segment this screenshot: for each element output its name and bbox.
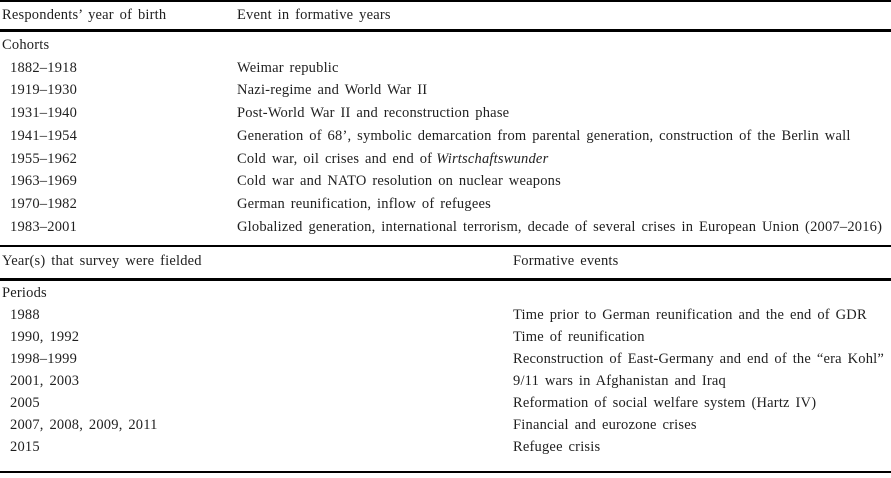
cell-event: Generation of 68’, symbolic demarcation from parental generation, construction of the Berlin wall [237,127,851,144]
table-row [0,148,891,171]
cell-event: Reconstruction of East-Germany and end of the “era Kohl” [513,351,885,368]
cell-event: Weimar republic [237,59,339,76]
table-row [0,371,891,393]
table-row [0,125,891,148]
section1-col1-header: Respondents’ year of birth [2,7,167,23]
cell-years: 1998–1999 [10,351,78,368]
cell-event [237,151,891,168]
section2-group-label: Periods [2,285,47,302]
section2-col1-header: Year(s) that survey were fielded [2,253,202,269]
cell-event: Time of reunification [513,329,645,346]
cell-event: 9/11 wars in Afghanistan and Iraq [513,373,726,389]
section1-header-row [0,7,891,24]
section1-group-label: Cohorts [2,36,50,53]
table-row [0,80,891,103]
cell-event: Time prior to German reunification and the end of GDR [513,307,867,324]
cell-event: Globalized generation, international terrorism, decade of several crises in European Union (2007–2016) [237,218,883,235]
cell-years: 1990, 1992 [10,329,80,346]
section2-header-rule [0,278,891,281]
section2-header-row [0,253,891,270]
table-row [0,102,891,125]
cell-years: 1919–1930 [10,82,78,99]
section2-body [0,283,891,458]
table-row [0,349,891,371]
cell-years: 1941–1954 [10,127,78,144]
cell-event: Nazi-regime and World War II [237,82,428,99]
cell-event-text: Cold war, oil crises and end of [237,150,433,167]
cell-event: German reunification, inflow of refugees [237,196,491,213]
cell-years: 1963–1969 [10,173,78,190]
cell-years: 2005 [10,394,40,411]
cell-years: 1970–1982 [10,196,78,213]
section-divider-rule [0,245,891,247]
cell-years: 1988 [10,307,40,324]
cell-event: Cold war and NATO resolution on nuclear weapons [237,173,561,190]
cell-event: Reformation of social welfare system (Hartz IV) [513,394,817,411]
table-row [0,193,891,216]
cell-event: Financial and eurozone crises [513,416,697,433]
table-row [0,216,891,239]
cell-event-italic-term: Wirtschaftswunder [436,150,549,167]
table-row [0,436,891,458]
table-bottom-rule [0,471,891,473]
cell-years: 1955–1962 [10,150,78,167]
cell-years: 2001, 2003 [10,373,80,389]
cell-years: 1882–1918 [10,59,78,76]
cell-years: 2015 [10,438,40,455]
section1-col2-header: Event in formative years [237,7,391,23]
table-row [0,171,891,194]
table-row [0,414,891,436]
section1-header-rule [0,29,891,32]
table-row [0,327,891,349]
cell-years: 2007, 2008, 2009, 2011 [10,416,158,433]
cell-years: 1931–1940 [10,105,78,122]
cell-event: Refugee crisis [513,438,601,455]
table-top-rule [0,0,891,2]
cell-years: 1983–2001 [10,218,78,235]
table-row [0,392,891,414]
table-row [0,305,891,327]
section1-body [0,34,891,239]
table-row [0,57,891,80]
section2-col2-header: Formative events [513,253,619,269]
cell-event: Post-World War II and reconstruction phase [237,105,510,122]
